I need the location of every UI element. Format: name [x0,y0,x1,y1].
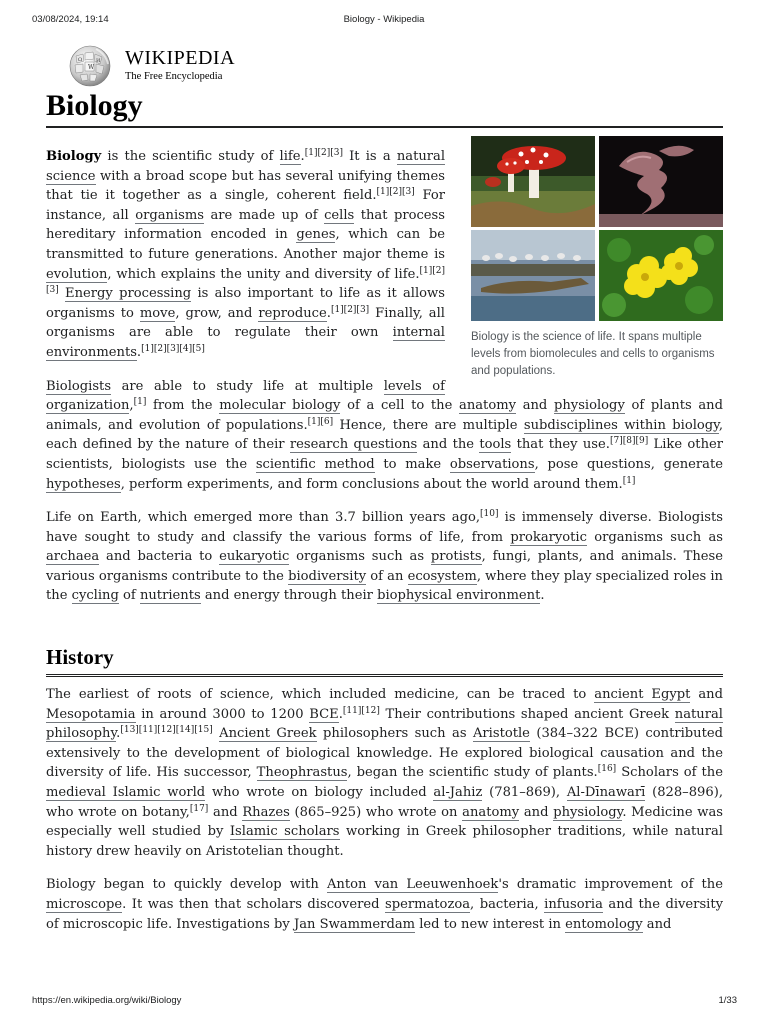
wiki-link[interactable]: protists [430,549,482,565]
wiki-link[interactable]: subdisciplines within biology [523,417,719,433]
wiki-link[interactable]: anatomy [459,398,517,414]
wiki-link[interactable]: levels of organization [46,378,445,414]
wiki-link[interactable]: life [279,149,301,164]
wiki-link[interactable]: molecular biology [219,398,341,414]
wiki-link[interactable]: archaea [46,549,100,565]
wiki-link[interactable]: prokaryotic [510,529,587,545]
wiki-link[interactable]: Ancient Greek [219,726,317,742]
citation-ref[interactable]: [13][11][12][14][15] [120,725,213,736]
text-run: organisms such as [289,549,431,565]
text-run: to make [374,456,450,472]
wiki-link[interactable]: physiology [553,804,623,820]
text-run: of an [366,568,408,584]
image-flowers[interactable] [599,230,723,321]
text-run: Life on Earth, which emerged more than 3.7 billion years ago, [46,510,480,526]
text-run: The earliest of roots of science, which included medicine, can be traced to [46,687,595,703]
wiki-link[interactable]: entomology [565,916,643,932]
citation-ref[interactable]: [1] [133,397,147,408]
text-run: , pose questions, generate [534,456,723,472]
image-bacteria[interactable] [599,136,723,227]
text-run: and bacteria to [99,549,220,565]
text-run: , began the scientific study of plants. [347,765,598,781]
svg-text:И: И [96,58,101,64]
text-run: of a cell to the [340,398,460,414]
text-run: Finally, all organisms are able to regulate their own [46,305,445,341]
wiki-link[interactable]: biophysical environment [377,588,541,604]
wiki-link[interactable]: organisms [135,207,205,223]
text-run: Hence, there are multiple [333,417,524,433]
wiki-link[interactable]: anatomy [462,804,520,820]
text-run: , bacteria, [470,897,545,912]
text-run: . It was then that scholars discovered [122,897,385,912]
wikipedia-globe-icon [66,44,114,88]
text-run: and [690,687,723,703]
text-run: are able to study life at multiple [111,378,384,394]
lead-figure [471,136,723,380]
citation-ref[interactable]: [11][12] [342,705,380,716]
text-run: led to new interest in [415,916,566,932]
wiki-link[interactable]: scientific method [255,456,375,472]
image-mushrooms[interactable] [471,136,595,227]
text-run: (781–869), [482,785,567,801]
text-run: organisms such as [586,529,723,545]
print-url: https://en.wikipedia.org/wiki/Biology [32,995,182,1006]
wiki-link[interactable]: reproduce [258,305,327,321]
text-run: . [300,149,305,164]
page-title: Biology [46,86,723,128]
text-run: are made up of [204,207,325,223]
print-header [0,14,768,28]
wiki-link[interactable]: Aristotle [472,726,530,742]
text-run: For instance, all [46,188,445,223]
text-run: who wrote on biology included [205,785,434,801]
text-run: , grow, and [175,305,259,321]
citation-ref[interactable]: [1] [622,475,636,486]
text-run: and [208,804,243,820]
text-run: that process hereditary information encoded in [46,207,445,243]
lead-image-montage[interactable] [471,136,723,323]
wiki-link[interactable]: natural philosophy [46,706,723,742]
text-run: Their contributions shaped ancient Greek [379,706,675,722]
text-run: with a broad scope but has several unifying themes that tie it together as a single, coherent field. [46,168,445,204]
text-run: working in Greek philosopher traditions, while natural history drew heavily on Aristotelian thought. [46,824,723,859]
citation-ref[interactable]: [7][8][9] [609,436,649,447]
wiki-link[interactable]: infusoria [544,897,603,912]
wiki-link[interactable]: spermatozoa [384,897,471,912]
wiki-link[interactable]: observations [449,456,535,472]
history-paragraph-1 [46,685,723,861]
text-run: and [642,916,672,932]
text-run: philosophers such as [316,726,473,742]
wiki-link[interactable]: medieval Islamic world [46,785,206,801]
print-doc-title: Biology - Wikipedia [343,14,425,25]
wiki-link[interactable]: microscope [46,897,123,912]
wiki-link[interactable]: Mesopotamia [46,706,136,722]
wiki-link[interactable]: Biologists [46,378,112,394]
text-run: of plants and animals, and evolution of populations. [46,398,723,433]
wiki-link[interactable]: research questions [289,437,418,453]
text-run: , [129,398,134,414]
wiki-link[interactable]: eukaryotic [219,549,290,565]
wiki-link[interactable]: ecosystem [407,568,477,584]
text-run: and the [417,437,480,453]
image-animals-water[interactable] [471,230,595,321]
wiki-link[interactable]: Anton van Leeuwenhoek [326,877,499,893]
wiki-link[interactable]: nutrients [139,588,201,604]
text-run: is also important to life as it allows organisms to [46,286,445,321]
text-run: Biology began to quickly develop with [46,877,327,893]
lead-paragraph-3 [46,508,723,606]
wiki-link[interactable]: cells [324,207,355,223]
text-run: . Medicine was especially well studied by [46,804,724,840]
citation-ref[interactable]: [1][2][3] [46,265,445,296]
text-run: , each defined by the nature of their [46,417,724,453]
wikipedia-wordmark: WIKIPEDIA [125,47,236,69]
text-run: is the scientific study of [101,149,280,164]
text-run: and energy through their [200,588,378,604]
text-run: 's dramatic improvement of the [498,877,723,893]
wiki-link[interactable]: internal environments [46,325,445,360]
wiki-link[interactable]: physiology [553,398,625,414]
wiki-link[interactable]: evolution [46,266,108,282]
citation-ref[interactable]: [1][2][3] [376,187,415,198]
text-run: . [338,706,343,722]
bold-term: Biology [46,149,102,164]
wiki-link[interactable]: Theophrastus [256,765,348,781]
text-run: . [136,344,142,360]
text-run: (384–322 BCE) contributed extensively to the development of biological knowledge. He explored biological causation and the diversity of life. His successor, [46,726,723,781]
text-run: . [326,305,331,321]
wiki-link[interactable]: move [139,305,176,321]
text-run: , which explains the unity and diversity of life. [107,266,420,282]
wiki-link[interactable]: ancient Egypt [594,687,691,703]
text-run: of [118,588,140,604]
article-content [46,86,723,934]
citation-ref[interactable]: [10] [480,509,499,520]
wiki-link[interactable]: Rhazes [242,804,290,820]
wiki-link[interactable]: Jan Swammerdam [293,916,416,932]
wiki-link[interactable]: biodiversity [288,568,367,584]
wiki-link[interactable]: Islamic scholars [229,824,340,840]
text-run: , fungi, plants, and animals. These various organisms contribute to the [46,549,724,584]
figure-caption: Biology is the science of life. It spans multiple levels from biomolecules and cells to organisms and populations. [471,331,715,377]
text-run: . [116,726,121,742]
text-run: that they use. [511,437,610,453]
citation-ref[interactable]: [1][6] [307,416,334,427]
citation-ref[interactable]: [1][2][3] [304,148,343,158]
svg-text:Ω: Ω [78,57,83,63]
text-run: It is a [342,149,397,164]
text-run: (828–896), who wrote on botany, [46,785,723,820]
citation-ref[interactable]: [1][2][3] [330,304,370,315]
text-run: (865–925) who wrote on [289,804,463,820]
wiki-link[interactable]: genes [296,227,336,243]
text-run: . [540,588,545,604]
wiki-link[interactable]: al-Jahiz [433,785,483,801]
history-paragraph-2 [46,875,723,934]
text-run: in around 3000 to 1200 [135,706,310,722]
wiki-link[interactable]: Al-Dīnawarī [566,785,646,801]
print-datetime: 03/08/2024, 19:14 [32,14,109,25]
text-run: from the [146,398,220,414]
wiki-link[interactable]: cycling [71,588,119,604]
wikipedia-logo[interactable] [66,44,266,88]
citation-ref[interactable]: [17] [189,803,209,814]
lead-paragraph-2 [46,377,723,495]
text-run: and [519,804,554,820]
text-run: , where they play specialized roles in the [46,568,723,604]
wikipedia-tagline: The Free Encyclopedia [125,71,223,82]
wiki-link[interactable]: BCE [309,706,339,722]
citation-ref[interactable]: [16] [597,764,617,775]
text-run: and the diversity of microscopic life. Investigations by [46,897,724,932]
print-page-number: 1/33 [718,995,737,1006]
wiki-link[interactable]: hypotheses [46,476,121,492]
text-run: and [516,398,554,414]
text-run: is immensely diverse. Biologists have sought to study and classify the various forms of life, from [46,510,723,545]
wiki-link[interactable]: Energy processing [65,286,192,302]
text-run: , which can be transmitted to future generations. Another major theme is [46,227,445,262]
text-run: , perform experiments, and form conclusions about the world around them. [120,476,623,492]
history-heading: History [46,642,723,677]
text-run: Like other scientists, biologists use the [46,437,724,472]
wiki-link[interactable]: tools [479,437,512,453]
svg-text:W: W [88,64,95,71]
citation-ref[interactable]: [1][2][3][4][5] [141,343,205,354]
text-run: Scholars of the [616,765,723,781]
wiki-link[interactable]: natural science [46,149,446,184]
